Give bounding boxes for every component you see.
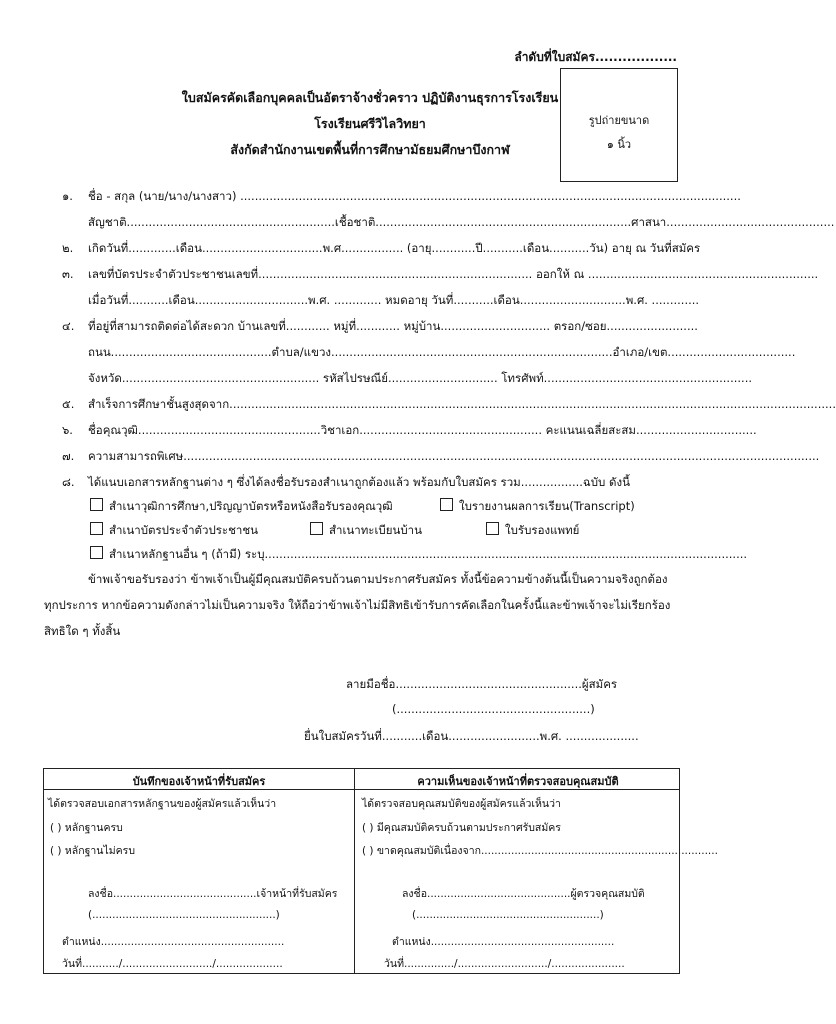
left-officer-name: (.......................................................) [88, 909, 280, 921]
nationality-field: สัญชาติ.........................................................เชื้อชาติ......................................................................ศาสนา.............................................. [88, 215, 835, 229]
left-officer-position: ตำแหน่ง....................................................... [62, 936, 285, 948]
item-number-6: ๖. [62, 423, 73, 437]
item-number-2: ๒. [62, 241, 74, 255]
item-number-8: ๘. [62, 475, 75, 489]
checkbox-row-transcript[interactable] [440, 498, 635, 516]
checkbox-row-other[interactable] [90, 546, 747, 564]
checkbox-id-card[interactable] [90, 522, 103, 535]
right-officer-name: (.......................................................) [412, 909, 604, 921]
birthdate-field: เกิดวันที่.............เดือน.................................พ.ศ................. (อายุ............ปี...........เดือน...........วัน) อายุ ณ วันที่สมัคร [88, 241, 701, 255]
education-field: สำเร็จการศึกษาชั้นสูงสุดจาก...................................................................................................................................................................... [88, 397, 836, 411]
applicant-name-line: (.....................................................) [392, 702, 595, 716]
submission-date-line: ยื่นใบสมัครวันที่...........เดือน.........................พ.ศ. .................... [304, 729, 639, 743]
special-ability-field: ความสามารถพิเศษ.............................................................................................................................................................................. [88, 449, 820, 463]
road-field: ถนน............................................ตำบล/แขวง.............................................................................อำเภอ/เขต................................... [88, 345, 796, 359]
left-column-header: บันทึกของเจ้าหน้าที่รับสมัคร [132, 775, 266, 788]
item-number-3: ๓. [62, 267, 74, 281]
officer-notes-table [43, 768, 718, 974]
qualification-field: ชื่อคุณวุฒิ..................................................วิชาเอก.................................................. คะแนนเฉลี่ยสะสม................................. [88, 423, 757, 437]
applicant-signature-line: ลายมือชื่อ...................................................ผู้สมัคร [346, 677, 618, 691]
checkbox-house-registration-label: สำเนาทะเบียนบ้าน [329, 523, 422, 537]
right-officer-signature: ลงชื่อ...........................................ผู้ตรวจคุณสมบัติ [402, 888, 645, 900]
checkbox-other-label: สำเนาหลักฐานอื่น ๆ (ถ้ามี) ระบุ.................................................................................................................................... [109, 547, 748, 561]
right-officer-position: ตำแหน่ง....................................................... [392, 936, 615, 948]
item-number-5: ๕. [62, 397, 75, 411]
left-note-line1: ได้ตรวจสอบเอกสารหลักฐานของผู้สมัครแล้วเห็นว่า [48, 798, 277, 810]
address-field: ที่อยู่ที่สามารถติดต่อได้สะดวก บ้านเลขที่............ หมู่ที่............ หมู่บ้าน.............................. ตรอก/ซอย......................... [88, 319, 698, 333]
checkbox-transcript[interactable] [440, 498, 453, 511]
province-field: จังหวัด...................................................... รหัสไปรษณีย์.............................. โทรศัพท์......................................................... [88, 371, 753, 385]
item-number-4: ๔. [62, 319, 75, 333]
left-officer-signature: ลงชื่อ...........................................เจ้าหน้าที่รับสมัคร [88, 888, 338, 900]
left-documents-complete: ( ) หลักฐานครบ [50, 822, 123, 834]
checkbox-medical-label: ใบรับรองแพทย์ [505, 523, 580, 537]
left-documents-incomplete: ( ) หลักฐานไม่ครบ [50, 845, 135, 857]
attachments-field: ได้แนบเอกสารหลักฐานต่าง ๆ ซึ่งได้ลงชื่อรับรองสำเนาถูกต้องแล้ว พร้อมกับใบสมัคร รวม.................ฉบับ ดังนี้ [88, 475, 630, 489]
right-note-line1: ได้ตรวจสอบคุณสมบัติของผู้สมัครแล้วเห็นว่า [362, 798, 561, 810]
right-officer-date: วันที่.............../.........................../...................... [384, 958, 625, 970]
left-officer-date: วันที่.........../.........................../.................... [62, 958, 283, 970]
name-field: ชื่อ - สกุล (นาย/นาง/นางสาว) ......................................................................................................................................... [88, 189, 741, 203]
form-title: ใบสมัครคัดเลือกบุคคลเป็นอัตราจ้างชั่วคราว ปฏิบัติงานธุรการโรงเรียน [181, 90, 559, 105]
right-qualified: ( ) มีคุณสมบัติครบถ้วนตามประกาศรับสมัคร [362, 822, 561, 834]
declaration-text: ข้าพเจ้าขอรับรองว่า ข้าพเจ้าเป็นผู้มีคุณสมบัติครบถ้วนตามประกาศรับสมัคร ทั้งนี้ข้อความข้างต้นนี้เป็นความจริงถูกต้องทุกประการ หากข้อความดังกล่าวไม่เป็นความจริง ให้ถือว่าข้าพเจ้าไม่มีสิทธิเข้ารับการคัดเลือกในครั้งนี้และข้าพเจ้าจะไม่เรียกร้องสิทธิใด ๆ ทั้งสิ้น [44, 572, 671, 638]
checkbox-row-id-card[interactable] [90, 522, 258, 540]
item-number-7: ๗. [62, 449, 75, 463]
application-number: ลำดับที่ใบสมัคร.................. [514, 50, 677, 64]
photo-size-value: ๑ นิ้ว [606, 138, 632, 151]
right-not-qualified: ( ) ขาดคุณสมบัติเนื่องจาก....................................................................... [362, 845, 718, 857]
checkbox-degree-label: สำเนาวุฒิการศึกษา,ปริญญาบัตรหรือหนังสือรับรองคุณวุฒิ [109, 499, 393, 513]
id-card-date-field: เมื่อวันที่...........เดือน...............................พ.ศ. ............. หมดอายุ วันที่...........เดือน.............................พ.ศ. ............. [88, 293, 700, 307]
table-divider-vertical [354, 769, 355, 973]
checkbox-row-medical[interactable] [486, 522, 579, 540]
right-column-header: ความเห็นของเจ้าหน้าที่ตรวจสอบคุณสมบัติ [417, 775, 619, 788]
checkbox-transcript-label: ใบรายงานผลการเรียน(Transcript) [459, 499, 635, 513]
checkbox-id-card-label: สำเนาบัตรประจำตัวประชาชน [109, 523, 259, 537]
checkbox-row-house-registration[interactable] [310, 522, 422, 540]
checkbox-other[interactable] [90, 546, 103, 559]
photo-size-label: รูปถ่ายขนาด [588, 114, 650, 127]
id-card-field: เลขที่บัตรประจำตัวประชาชนเลขที่........................................................................... ออกให้ ณ ............................................................... [88, 267, 819, 281]
checkbox-medical[interactable] [486, 522, 499, 535]
checkbox-row-degree[interactable] [90, 498, 393, 516]
office-name: สังกัดสำนักงานเขตพื้นที่การศึกษามัธยมศึกษาบึงกาฬ [230, 142, 510, 157]
checkbox-degree[interactable] [90, 498, 103, 511]
photo-box [560, 68, 678, 182]
school-name: โรงเรียนศรีวิไลวิทยา [314, 116, 426, 131]
checkbox-house-registration[interactable] [310, 522, 323, 535]
item-number-1: ๑. [62, 189, 73, 203]
